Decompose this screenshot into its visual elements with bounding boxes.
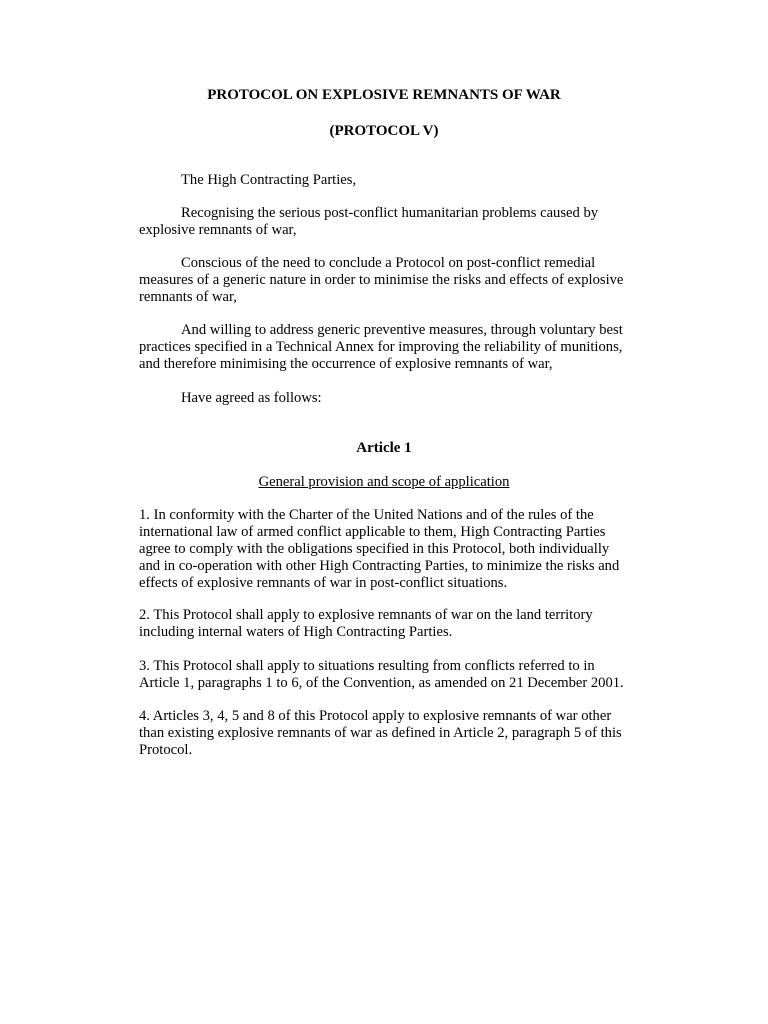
article-subheading-text: General provision and scope of application xyxy=(258,474,510,490)
article-paragraph: 1. In conformity with the Charter of the United Nations and of the rules of the international law of armed conflict applicable to them, High Contracting Parties agree to comply with the obligations specified in this Protocol, both individually and in co-operation with other High Contracting Parties, to minimize the risks and effects of explosive remnants of war in post-conflict situations. xyxy=(139,507,620,591)
document-title: PROTOCOL ON EXPLOSIVE REMNANTS OF WAR xyxy=(207,87,561,103)
article-heading: Article 1 xyxy=(356,440,412,456)
document-subtitle: (PROTOCOL V) xyxy=(329,123,439,139)
article-paragraph: 2. This Protocol shall apply to explosive remnants of war on the land territory including internal waters of High Contracting Parties. xyxy=(139,607,593,640)
preamble-paragraph: The High Contracting Parties, xyxy=(181,172,357,188)
preamble-paragraph: Recognising the serious post-conflict humanitarian problems caused by explosive remnants of war, xyxy=(139,205,599,238)
article-paragraph: 4. Articles 3, 4, 5 and 8 of this Protocol apply to explosive remnants of war other than existing explosive remnants of war as defined in Article 2, paragraph 5 of this Protocol. xyxy=(139,708,622,758)
preamble-paragraph: Conscious of the need to conclude a Protocol on post-conflict remedial measures of a generic nature in order to minimise the risks and effects of explosive remnants of war, xyxy=(139,255,624,305)
preamble-paragraph: And willing to address generic preventive measures, through voluntary best practices specified in a Technical Annex for improving the reliability of munitions, and therefore minimising the occurrence of explosive remnants of war, xyxy=(139,322,623,372)
article-paragraph: 3. This Protocol shall apply to situations resulting from conflicts referred to in Article 1, paragraphs 1 to 6, of the Convention, as amended on 21 December 2001. xyxy=(139,658,624,691)
preamble-paragraph: Have agreed as follows: xyxy=(181,390,322,406)
article-subheading xyxy=(0,474,768,491)
